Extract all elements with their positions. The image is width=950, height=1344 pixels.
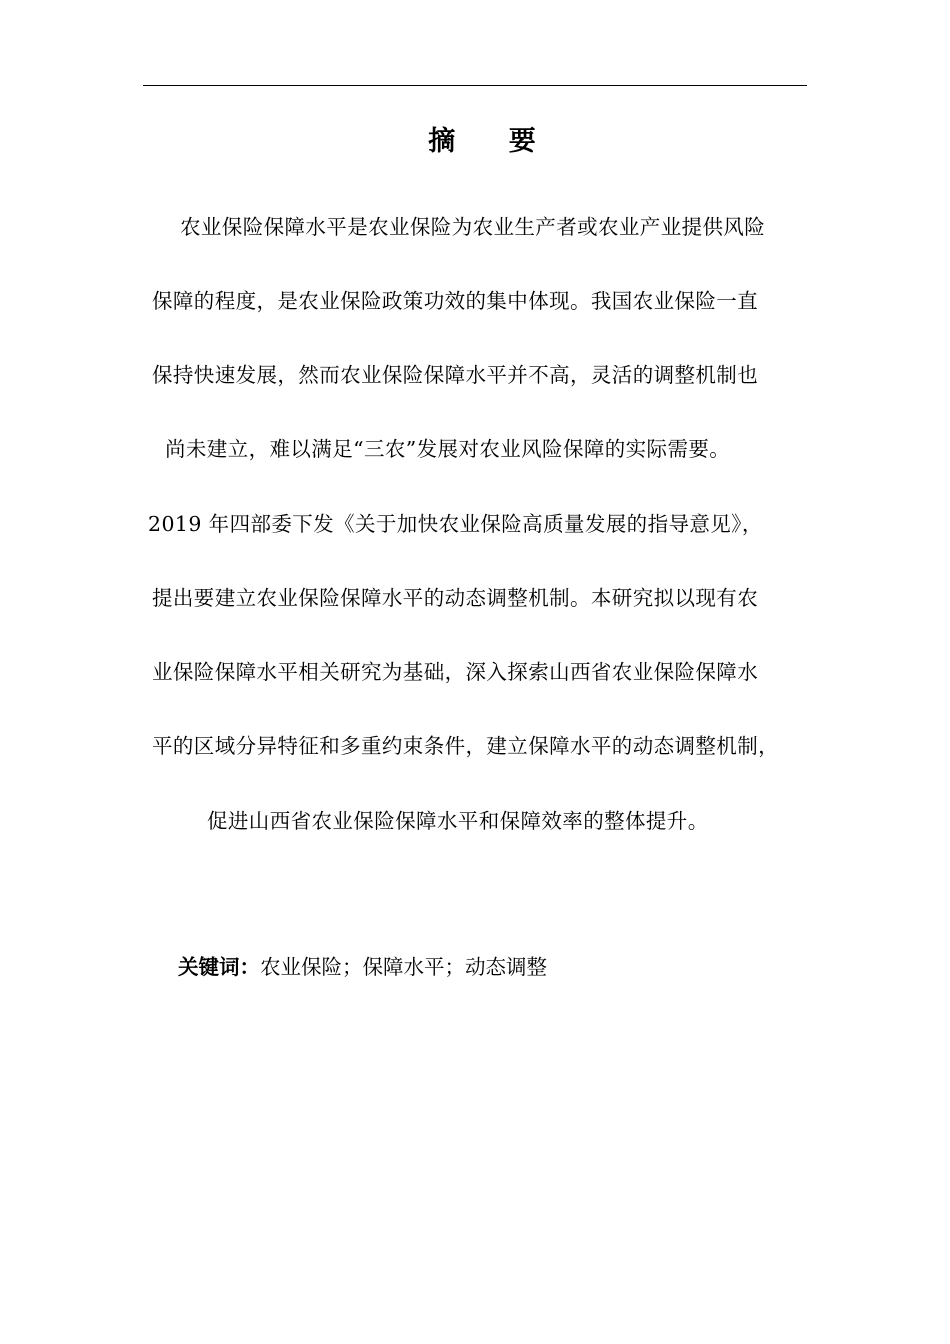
- abstract-line-8: 平的区域分异特征和多重约束条件，建立保障水平的动态调整机制，: [152, 734, 779, 758]
- keywords-value: 农业保险；保障水平；动态调整: [260, 955, 547, 979]
- abstract-line-6: 提出要建立农业保险保障水平的动态调整机制。本研究拟以现有农: [152, 586, 759, 610]
- keywords-label: 关键词：: [178, 955, 260, 979]
- header-rule: [143, 85, 807, 86]
- abstract-line-1: 农业保险保障水平是农业保险为农业生产者或农业产业提供风险: [180, 215, 766, 239]
- abstract-line-5: 2019 年四部委下发《关于加快农业保险高质量发展的指导意见》，: [148, 512, 763, 536]
- abstract-title: 摘 要: [428, 126, 558, 157]
- abstract-line-2: 保障的程度，是农业保险政策功效的集中体现。我国农业保险一直: [152, 289, 759, 313]
- abstract-line-4: 尚未建立，难以满足“三农”发展对农业风险保障的实际需要。: [165, 437, 731, 461]
- abstract-line-7: 业保险保障水平相关研究为基础，深入探索山西省农业保险保障水: [152, 660, 759, 684]
- keywords-line: [178, 952, 547, 982]
- abstract-line-9: 促进山西省农业保险保障水平和保障效率的整体提升。: [207, 809, 709, 833]
- abstract-line-3: 保持快速发展，然而农业保险保障水平并不高，灵活的调整机制也: [152, 363, 759, 387]
